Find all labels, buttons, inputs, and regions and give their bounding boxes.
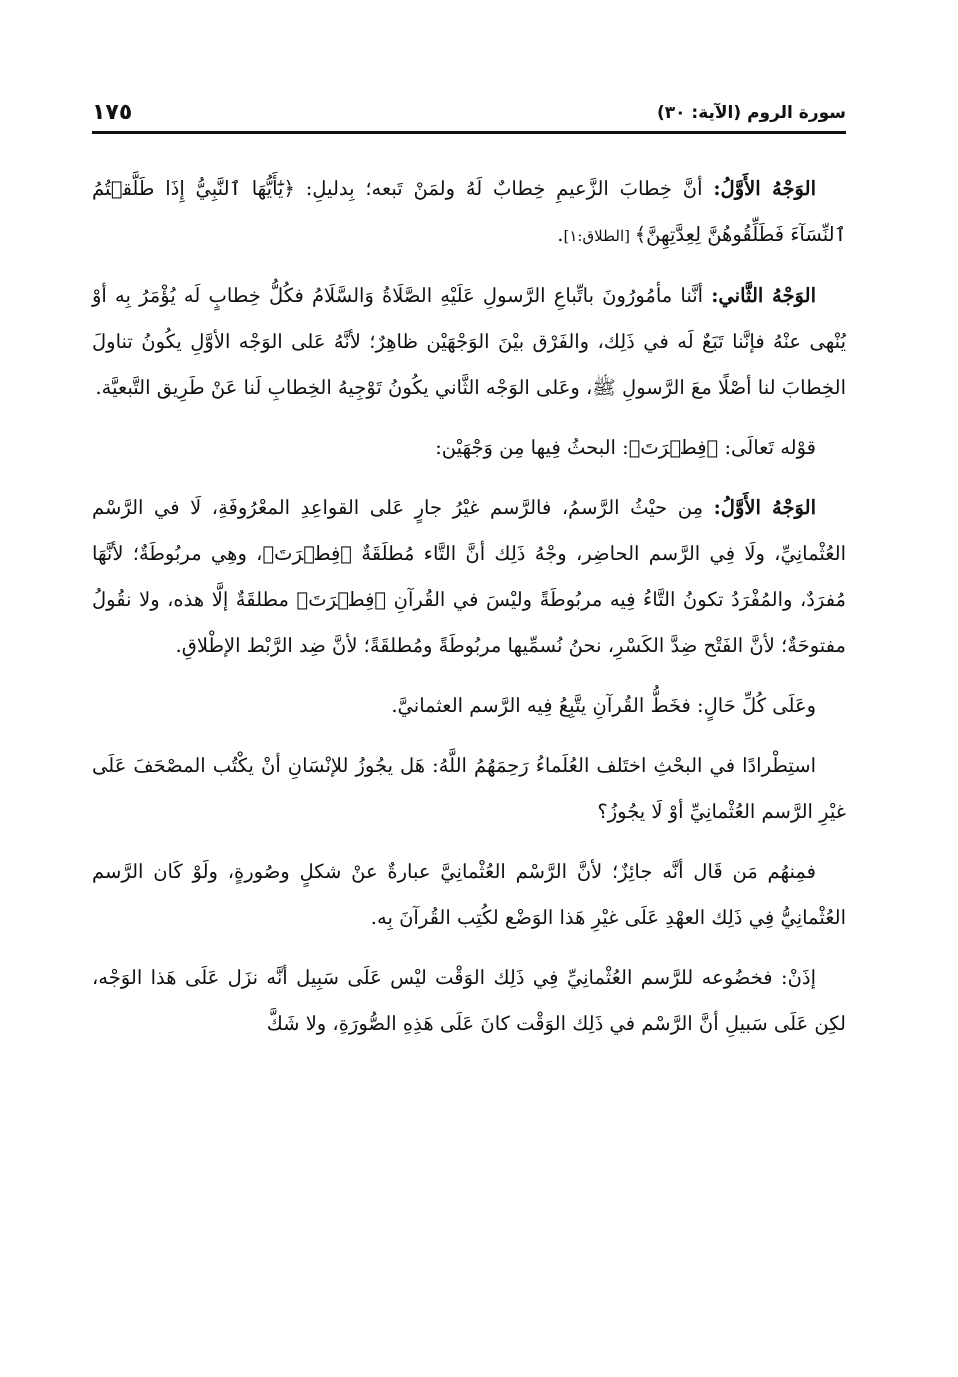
quran-word: ﴿فِطۡرَتَ﴾ xyxy=(628,436,719,459)
paragraph-spelling-aspect xyxy=(92,485,846,669)
paragraph-tail: مطلقَةٌ إلَّا هذه، ولا نقُولُ مفتوحَةٌ؛ لأنَّ الفَتْح ضِدَّ الكَسْرِ، نحنُ نُسمِّيها مربُوطَةً ومُطلقَةً؛ لأنَّ ضِد الرَّبْط الإطْلاقِ. xyxy=(92,588,846,657)
paragraph-text: أنَّ خِطابَ الزَّعيمِ خِطابٌ لَهُ ولمَنْ تَبعه؛ بِدليلِ: xyxy=(294,177,714,200)
paragraph-second-aspect xyxy=(92,273,846,411)
paragraph-text: فمِنهُم مَن قَال أنَّه جائِزٌ؛ لأنَّ الرَّسْم العُثْمانِيَّ عبارةٌ عنْ شكلٍ وصُورةٍ، ولَوْ كَان الرَّسم العُثْمانِيُّ فِي ذَلِك العهْدِ عَلَى غيْرِ هَذا الوَضْع لكُتِب القُرآنَ بِه. xyxy=(92,860,846,929)
page-header xyxy=(92,96,846,130)
paragraph-text: استِطْرادًا في البحْثِ اختَلف العُلَماءُ رَحِمَهُمُ اللَّهُ: هَل يجُوزُ للإنْسَانِ أنْ يكْتُب المصْحَفَ عَلَى غيْرِ الرَّسم العُثْمانِيِّ أوْ لَا يجُوزُ؟ xyxy=(92,754,846,823)
paragraph-text: وعَلَى كُلِّ حَالٍ: فخَطُّ القُرآنِ يتَّبِعُ فِيه الرَّسم العثمانيَّ. xyxy=(391,694,816,717)
paragraph-text: أنَّنا مأمُورُونَ باتِّباعِ الرَّسولِ عَلَيْهِ الصَّلَاةُ وَالسَّلَامُ فكُلُّ خِطابٍ لَه يُؤْمَرُ بِه أوْ يُنْهى عنْهُ فإنَّنا تَبَعٌ لَه في ذَلِك، والفَرْق بيْنَ الوَجْهَيْن ظاهِرٌ؛ لأنَّهُ عَلى الوَجْه الأوَّلِ يكُونُ تناولَ الخِطابَ لنا أصْلًا معَ الرَّسولِ ﷺ، وعَلى الوَجْه الثَّاني يكُونُ تَوْجِيهُ الخِطابِ لَنا عَنْ طَرِيق التَّبعيَّة. xyxy=(92,284,846,399)
paragraph-opinion xyxy=(92,849,846,941)
quran-verse: ﴿يَٰٓأَيُّهَا ٱلنَّبِيُّ إِذَا طَلَّقۡتُمُ ٱلنِّسَآءَ فَطَلِّقُوهُنَّ لِعِدَّتِهِنَّ﴾ xyxy=(92,177,846,246)
paragraph-therefore xyxy=(92,955,846,1047)
paragraph-text: قوْله تَعالَى: xyxy=(718,436,816,459)
page-body xyxy=(92,166,846,1061)
paragraph-lead: الوَجْهُ الثَّاني: xyxy=(711,284,816,307)
running-title: سورة الروم (الآية: ٣٠) xyxy=(656,103,846,123)
verse-reference: [الطلاق:١] xyxy=(563,227,635,245)
paragraph-conclusion xyxy=(92,683,846,729)
paragraph-lead: الوَجْهُ الأَوَّلُ: xyxy=(713,177,816,200)
paragraph-digression xyxy=(92,743,846,835)
paragraph-tail: ، وهِي مربُوطَةٌ؛ لأنَّهَا مُفرَدٌ، والمُفْرَدُ تكونُ التَّاءُ فِيه مربُوطَةً وليْسَ في القُرآنِ xyxy=(92,542,846,611)
paragraph-tail: . xyxy=(557,223,564,246)
header-rule xyxy=(92,131,846,134)
paragraph-tail: : البحثُ فِيها مِن وَجْهَيْن: xyxy=(435,436,629,459)
paragraph-text: إذَنْ: فخضُوعه للرَّسم العُثْمانِيِّ فِي ذَلِك الوَقْت ليْس عَلَى سَبِيل أنَّه نزَل عَلَى هَذا الوَجْه، لكِن عَلَى سَبيلِ أنَّ الرَّسْم في ذَلِك الوَقْت كانَ عَلَى هَذِهِ الصُّورَةِ، ولا شَكَّ xyxy=(92,966,846,1035)
quran-word: ﴿فِطۡرَتَ﴾ xyxy=(262,542,352,565)
paragraph-text: مِن حيْثُ الرَّسمُ، فالرَّسم غيْرُ جارٍ عَلى القواعِدِ المعْرُوفَةِ، لَا في الرَّسْم العُثْمانِيِّ، ولَا فِي الرَّسم الحاضِر، وجْهُ ذَلِك أنَّ التَّاء مُطلَقَةٌ xyxy=(92,496,846,565)
paragraph-verse-heading xyxy=(92,425,846,471)
paragraph-first-aspect xyxy=(92,166,846,259)
quran-word: ﴿فِطۡرَتَ﴾ xyxy=(296,588,387,611)
paragraph-lead: الوَجْهُ الأَوَّلُ: xyxy=(713,496,816,519)
page-number: ١٧٥ xyxy=(92,100,133,125)
